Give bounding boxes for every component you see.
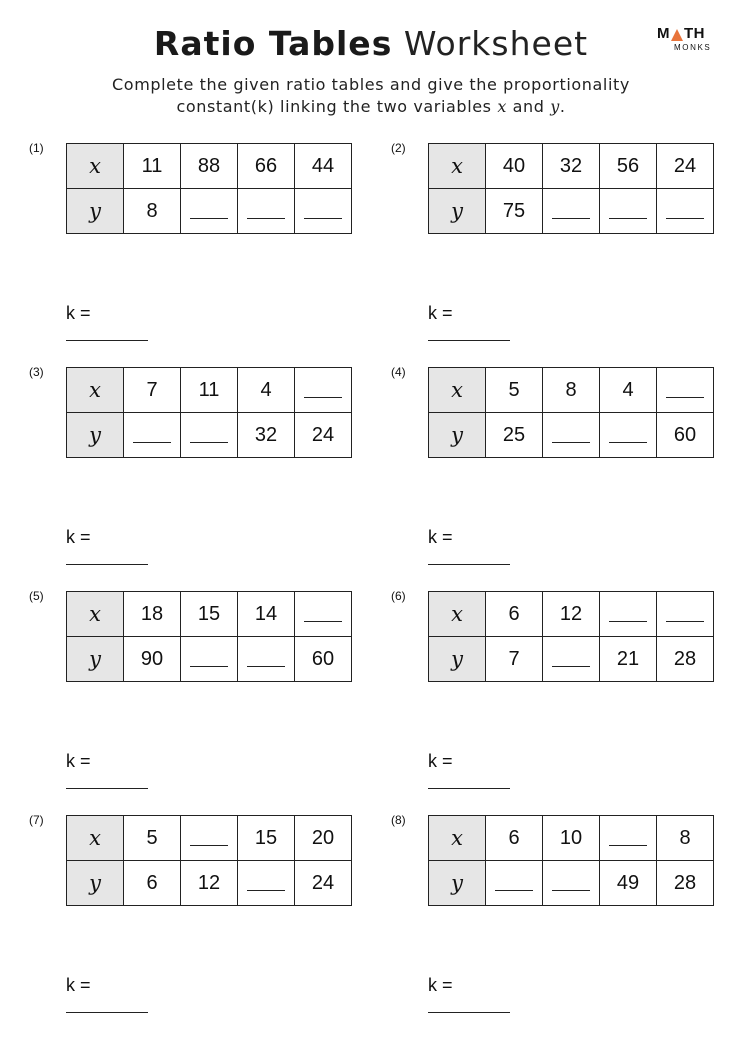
- x-value-cell: 18: [124, 592, 181, 637]
- y-row: [67, 413, 352, 458]
- x-header-cell: x: [67, 368, 124, 413]
- answer-blank-line: [190, 665, 228, 667]
- blank-cell: [181, 189, 238, 234]
- ratio-table: [428, 815, 714, 906]
- x-header-cell: x: [67, 144, 124, 189]
- answer-blank-line: [247, 889, 285, 891]
- x-value-cell: 15: [181, 592, 238, 637]
- k-label: k =: [66, 975, 91, 995]
- answer-blank-line: [552, 441, 590, 443]
- k-answer-line: [66, 1012, 148, 1013]
- title-bold: Ratio Tables: [153, 24, 393, 63]
- x-header-cell: x: [67, 592, 124, 637]
- ratio-table: [66, 815, 352, 906]
- y-value-cell: 90: [124, 637, 181, 682]
- blank-cell: [543, 861, 600, 906]
- problem-1: [29, 141, 359, 365]
- answer-blank-line: [609, 217, 647, 219]
- x-value-cell: 5: [486, 368, 543, 413]
- y-header-cell: y: [429, 189, 486, 234]
- k-answer-line: [66, 564, 148, 565]
- y-row: [429, 861, 714, 906]
- ratio-table: [66, 143, 352, 234]
- y-header-cell: y: [429, 637, 486, 682]
- y-value-cell: 60: [295, 637, 352, 682]
- x-value-cell: 32: [543, 144, 600, 189]
- page-title: [0, 22, 742, 66]
- problem-number: (6): [391, 589, 406, 603]
- blank-cell: [600, 816, 657, 861]
- y-row: [67, 861, 352, 906]
- x-header-cell: x: [429, 592, 486, 637]
- x-header-cell: x: [429, 816, 486, 861]
- k-label: k =: [428, 527, 453, 547]
- blank-cell: [600, 413, 657, 458]
- y-header-cell: y: [67, 861, 124, 906]
- blank-cell: [238, 189, 295, 234]
- x-value-cell: 20: [295, 816, 352, 861]
- x-value-cell: 11: [124, 144, 181, 189]
- answer-blank-line: [304, 396, 342, 398]
- y-value-cell: 60: [657, 413, 714, 458]
- k-answer-line: [428, 340, 510, 341]
- y-header-cell: y: [429, 413, 486, 458]
- y-value-cell: 75: [486, 189, 543, 234]
- answer-blank-line: [495, 889, 533, 891]
- x-row: [429, 144, 714, 189]
- problem-4: [391, 365, 721, 589]
- k-label: k =: [66, 751, 91, 771]
- k-answer-line: [428, 788, 510, 789]
- blank-cell: [181, 637, 238, 682]
- problem-number: (1): [29, 141, 44, 155]
- blank-cell: [600, 189, 657, 234]
- answer-blank-line: [247, 665, 285, 667]
- y-value-cell: 32: [238, 413, 295, 458]
- answer-blank-line: [552, 217, 590, 219]
- blank-cell: [295, 592, 352, 637]
- answer-blank-line: [666, 396, 704, 398]
- blank-cell: [600, 592, 657, 637]
- answer-blank-line: [666, 217, 704, 219]
- x-row: [429, 592, 714, 637]
- x-value-cell: 88: [181, 144, 238, 189]
- k-label: k =: [428, 303, 453, 323]
- k-answer-line: [66, 788, 148, 789]
- instructions: [0, 74, 742, 118]
- answer-blank-line: [190, 441, 228, 443]
- y-value-cell: 7: [486, 637, 543, 682]
- x-value-cell: 66: [238, 144, 295, 189]
- x-row: [429, 368, 714, 413]
- y-header-cell: y: [67, 637, 124, 682]
- x-value-cell: 10: [543, 816, 600, 861]
- x-value-cell: 56: [600, 144, 657, 189]
- ratio-table: [428, 367, 714, 458]
- y-header-cell: y: [429, 861, 486, 906]
- logo-text-m: M: [657, 25, 670, 42]
- blank-cell: [181, 816, 238, 861]
- instructions-line-2: constant(k) linking the two variables x and y.: [176, 97, 566, 116]
- y-value-cell: 28: [657, 861, 714, 906]
- y-value-cell: 28: [657, 637, 714, 682]
- x-header-cell: x: [67, 816, 124, 861]
- k-label: k =: [428, 975, 453, 995]
- x-header-cell: x: [429, 368, 486, 413]
- x-row: [67, 816, 352, 861]
- k-answer-line: [428, 564, 510, 565]
- blank-cell: [543, 189, 600, 234]
- y-row: [429, 189, 714, 234]
- x-header-cell: x: [429, 144, 486, 189]
- k-answer-line: [428, 1012, 510, 1013]
- blank-cell: [181, 413, 238, 458]
- ratio-table: [66, 591, 352, 682]
- math-monks-logo: [657, 26, 717, 52]
- problem-number: (8): [391, 813, 406, 827]
- problem-number: (2): [391, 141, 406, 155]
- blank-cell: [543, 413, 600, 458]
- y-value-cell: 12: [181, 861, 238, 906]
- x-value-cell: 24: [657, 144, 714, 189]
- problem-number: (5): [29, 589, 44, 603]
- x-value-cell: 40: [486, 144, 543, 189]
- problem-8: [391, 813, 721, 1037]
- answer-blank-line: [609, 441, 647, 443]
- ratio-table: [428, 591, 714, 682]
- blank-cell: [657, 592, 714, 637]
- x-value-cell: 6: [486, 592, 543, 637]
- k-label: k =: [428, 751, 453, 771]
- y-value-cell: 49: [600, 861, 657, 906]
- answer-blank-line: [552, 889, 590, 891]
- x-value-cell: 5: [124, 816, 181, 861]
- x-value-cell: 11: [181, 368, 238, 413]
- x-value-cell: 8: [657, 816, 714, 861]
- y-value-cell: 8: [124, 189, 181, 234]
- variable-x: x: [497, 97, 507, 116]
- x-value-cell: 6: [486, 816, 543, 861]
- problem-number: (4): [391, 365, 406, 379]
- y-row: [67, 637, 352, 682]
- x-row: [67, 592, 352, 637]
- answer-blank-line: [304, 620, 342, 622]
- problem-number: (3): [29, 365, 44, 379]
- y-value-cell: 24: [295, 413, 352, 458]
- x-value-cell: 4: [238, 368, 295, 413]
- problem-number: (7): [29, 813, 44, 827]
- x-row: [67, 144, 352, 189]
- x-value-cell: 15: [238, 816, 295, 861]
- x-value-cell: 44: [295, 144, 352, 189]
- k-label: k =: [66, 527, 91, 547]
- triangle-icon: [671, 29, 683, 41]
- problem-5: [29, 589, 359, 813]
- problem-2: [391, 141, 721, 365]
- logo-text-th: TH: [684, 25, 705, 42]
- blank-cell: [657, 368, 714, 413]
- blank-cell: [238, 861, 295, 906]
- variable-y: y: [550, 97, 560, 116]
- logo-text-monks: MONKS: [674, 43, 712, 52]
- x-value-cell: 12: [543, 592, 600, 637]
- answer-blank-line: [133, 441, 171, 443]
- y-row: [429, 637, 714, 682]
- blank-cell: [238, 637, 295, 682]
- blank-cell: [543, 637, 600, 682]
- k-label: k =: [66, 303, 91, 323]
- title-light: Worksheet: [403, 24, 589, 63]
- x-value-cell: 4: [600, 368, 657, 413]
- blank-cell: [295, 368, 352, 413]
- x-row: [67, 368, 352, 413]
- y-row: [429, 413, 714, 458]
- answer-blank-line: [609, 620, 647, 622]
- instructions-line-1: Complete the given ratio tables and give the proportionality: [112, 75, 630, 94]
- x-row: [429, 816, 714, 861]
- x-value-cell: 7: [124, 368, 181, 413]
- blank-cell: [295, 189, 352, 234]
- y-value-cell: 25: [486, 413, 543, 458]
- problem-7: [29, 813, 359, 1037]
- answer-blank-line: [552, 665, 590, 667]
- answer-blank-line: [609, 844, 647, 846]
- answer-blank-line: [666, 620, 704, 622]
- answer-blank-line: [190, 844, 228, 846]
- x-value-cell: 8: [543, 368, 600, 413]
- answer-blank-line: [304, 217, 342, 219]
- problem-6: [391, 589, 721, 813]
- k-answer-line: [66, 340, 148, 341]
- answer-blank-line: [190, 217, 228, 219]
- problem-3: [29, 365, 359, 589]
- x-value-cell: 14: [238, 592, 295, 637]
- y-header-cell: y: [67, 413, 124, 458]
- y-value-cell: 21: [600, 637, 657, 682]
- y-value-cell: 24: [295, 861, 352, 906]
- blank-cell: [124, 413, 181, 458]
- y-value-cell: 6: [124, 861, 181, 906]
- ratio-table: [428, 143, 714, 234]
- y-row: [67, 189, 352, 234]
- ratio-table: [66, 367, 352, 458]
- y-header-cell: y: [67, 189, 124, 234]
- blank-cell: [486, 861, 543, 906]
- blank-cell: [657, 189, 714, 234]
- answer-blank-line: [247, 217, 285, 219]
